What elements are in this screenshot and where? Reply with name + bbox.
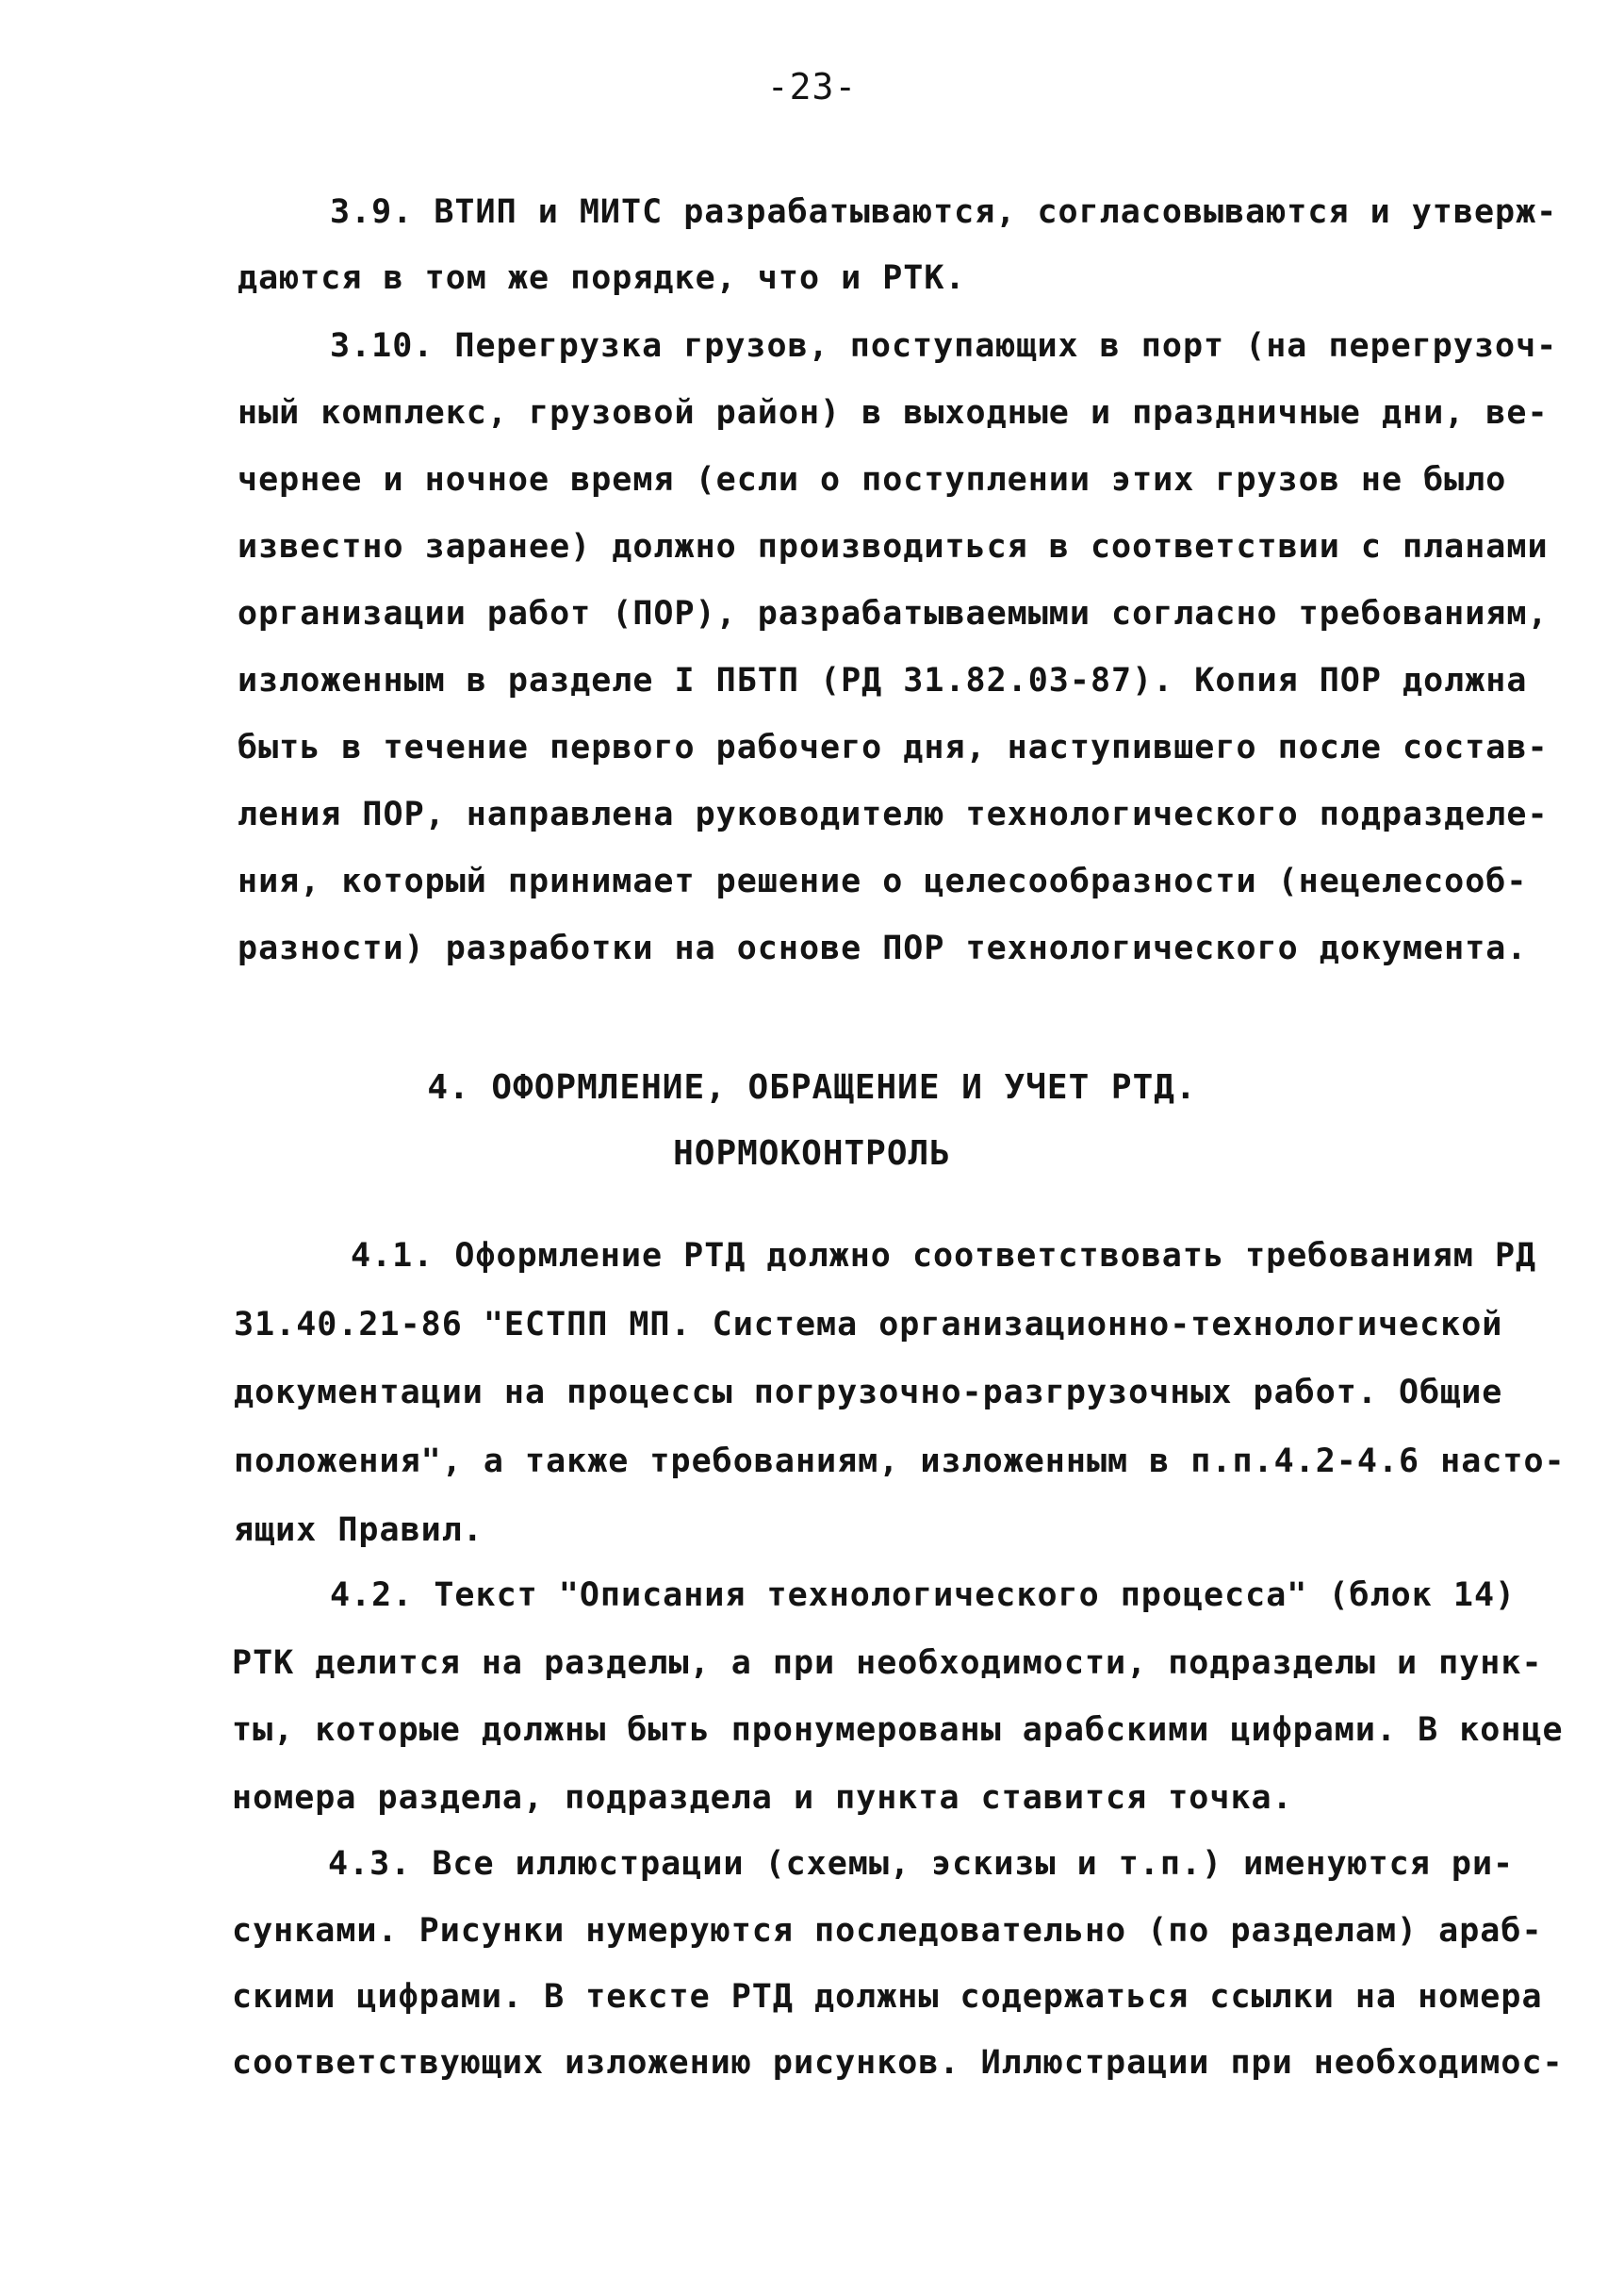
- text-line: 3.9. ВТИП и МИТС разрабатываются, согласовываются и утверж-: [330, 193, 1558, 231]
- page-number: -23-: [766, 66, 858, 107]
- text-line: сунками. Рисунки нумеруются последовательно (по разделам) араб-: [232, 1912, 1543, 1950]
- text-line: организации работ (ПОР), разрабатываемыми согласно требованиям,: [238, 595, 1549, 633]
- text-line: чернее и ночное время (если о поступлении этих грузов не было: [238, 461, 1507, 499]
- text-line: 31.40.21-86 "ЕСТПП МП. Система организационно-технологической: [234, 1306, 1503, 1343]
- text-line: ния, который принимает решение о целесообразности (нецелесооб-: [238, 863, 1528, 900]
- text-line: ления ПОР, направлена руководителю технологического подразделе-: [238, 796, 1549, 833]
- text-line: ящих Правил.: [234, 1511, 484, 1549]
- text-line: изложенным в разделе I ПБТП (РД 31.82.03-87). Копия ПОР должна: [238, 662, 1528, 700]
- text-line: 4.2. Текст "Описания технологического процесса" (блок 14): [330, 1576, 1517, 1614]
- section-subtitle: НОРМОКОНТРОЛЬ: [673, 1134, 951, 1173]
- section-title: 4. ОФОРМЛЕНИЕ, ОБРАЩЕНИЕ И УЧЕТ РТД.: [427, 1068, 1197, 1107]
- text-line: разности) разработки на основе ПОР технологического документа.: [238, 930, 1528, 967]
- text-line: положения", а также требованиям, изложенным в п.п.4.2-4.6 насто-: [234, 1442, 1566, 1480]
- text-line: быть в течение первого рабочего дня, наступившего после состав-: [238, 729, 1549, 766]
- text-line: ный комплекс, грузовой район) в выходные и праздничные дни, ве-: [238, 394, 1549, 432]
- text-line: номера раздела, подраздела и пункта ставится точка.: [232, 1779, 1293, 1817]
- text-line: известно заранее) должно производиться в соответствии с планами: [238, 528, 1549, 566]
- text-line: 4.1. Оформление РТД должно соответствовать требованиям РД: [351, 1237, 1537, 1275]
- text-line: документации на процессы погрузочно-разгрузочных работ. Общие: [234, 1374, 1503, 1411]
- text-line: 4.3. Все иллюстрации (схемы, эскизы и т.п.) именуются ри-: [328, 1845, 1515, 1883]
- text-line: РТК делится на разделы, а при необходимости, подразделы и пунк-: [232, 1644, 1543, 1682]
- text-line: ты, которые должны быть пронумерованы арабскими цифрами. В конце: [232, 1711, 1564, 1749]
- text-line: даются в том же порядке, что и РТК.: [238, 259, 966, 297]
- text-line: 3.10. Перегрузка грузов, поступающих в порт (на перегрузоч-: [330, 327, 1558, 365]
- text-line: скими цифрами. В тексте РТД должны содержаться ссылки на номера: [232, 1978, 1543, 2016]
- text-line: соответствующих изложению рисунков. Иллюстрации при необходимос-: [232, 2044, 1564, 2082]
